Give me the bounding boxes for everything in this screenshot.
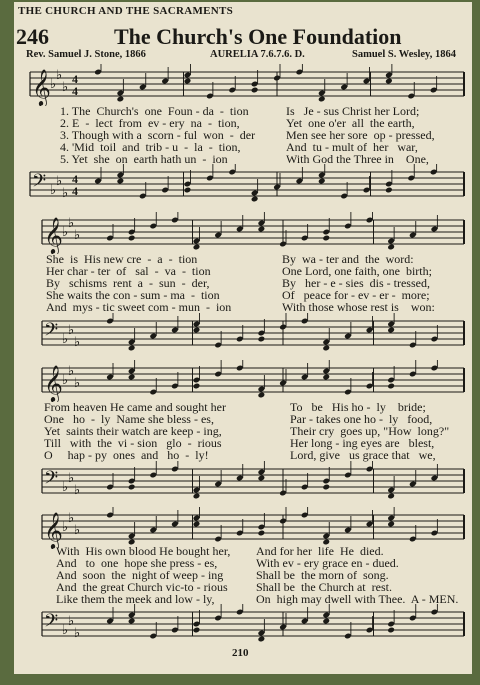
lyric-line: 1. The Church's one Foun - da - tion Is Je - sus Christ her Lord; [60,104,420,118]
lyric-line: Yet saints their watch are keep - ing, Their cry goes up, "How long?" [44,424,450,438]
page-number: 210 [232,647,249,659]
lyric-line: By schisms rent a - sun - der, By her - e - sies dis - tressed, [46,276,430,290]
lyric-line: 3. Though with a scorn - ful won - der Men see her sore op - pressed, [60,128,435,142]
svg-text:4: 4 [72,72,78,86]
running-head: THE CHURCH AND THE SACRAMENTS [18,5,234,17]
lyric-line: 2. E - lect from ev - ery na - tion, Yet one o'er all the earth, [60,116,415,130]
svg-text:♭: ♭ [68,614,75,629]
lyric-line: She waits the con - sum - ma - tion Of peace for - ev - er - more; [46,288,430,302]
lyric-line: O hap - py ones and ho - ly! Lord, give us grace that we, [44,448,436,462]
svg-text:4: 4 [72,84,78,98]
svg-text:♭: ♭ [74,376,81,391]
svg-text:♭: ♭ [74,523,81,538]
treble-staff-3 [14,360,472,402]
treble-staff-4 [14,507,472,549]
svg-text:𝄞: 𝄞 [32,68,51,106]
svg-text:♭: ♭ [62,332,69,347]
svg-text:♭: ♭ [62,80,69,95]
svg-text:♭: ♭ [74,626,81,641]
lyric-line: 4. 'Mid toil and trib - u - la - tion, And tu - mult of her war, [60,140,418,154]
svg-text:𝄢: 𝄢 [44,611,59,636]
svg-text:♭: ♭ [62,623,69,638]
svg-text:♭: ♭ [74,335,81,350]
svg-text:♭: ♭ [62,225,69,240]
bass-staff-3 [14,461,472,503]
svg-text:♭: ♭ [74,483,81,498]
treble-staff-1 [14,64,472,106]
lyric-line: Her char - ter of sal - va - tion One Lord, one faith, one birth; [46,264,432,278]
lyric-line: From heaven He came and sought her To be His ho - ly bride; [44,400,426,414]
bass-staff-4 [14,604,472,646]
svg-text:4: 4 [72,184,78,198]
svg-text:𝄞: 𝄞 [44,364,63,402]
svg-text:♭: ♭ [68,216,75,231]
lyric-line: And soon the night of weep - ing Shall be the morn of song. [56,568,389,582]
treble-staff-2 [14,212,472,254]
svg-text:𝄢: 𝄢 [44,468,59,493]
hymnal-page [14,2,472,674]
svg-text:𝄞: 𝄞 [44,511,63,549]
lyric-line: With His own blood He bought her, And for her life He died. [56,544,384,558]
svg-text:♭: ♭ [62,186,69,201]
svg-text:4: 4 [72,172,78,186]
lyric-line: And the great Church vic-to - rious Shall be the Church at rest. [56,580,392,594]
lyric-line: And mys - tic sweet com - mun - ion With those whose rest is won: [46,300,435,314]
lyric-line: One ho - ly Name she bless - es, Par - takes one ho - ly food, [44,412,433,426]
tune-credit: AURELIA 7.6.7.6. D. [210,49,305,60]
svg-text:♭: ♭ [62,480,69,495]
svg-text:♭: ♭ [56,68,63,83]
svg-text:♭: ♭ [50,77,57,92]
svg-text:♭: ♭ [74,228,81,243]
svg-text:♭: ♭ [68,471,75,486]
bass-staff-2 [14,313,472,355]
lyric-line: She is His new cre - a - tion By wa - ter and the word: [46,252,414,266]
svg-text:♭: ♭ [62,373,69,388]
svg-text:𝄞: 𝄞 [44,216,63,254]
bass-staff-1 [14,164,472,206]
lyric-line: 5. Yet she on earth hath un - ion With God the Three in One, [60,152,429,166]
svg-text:♭: ♭ [56,174,63,189]
hymn-title: The Church's One Foundation [114,24,402,49]
svg-text:𝄢: 𝄢 [44,320,59,345]
lyric-line: Like them the meek and low - ly, On high may dwell with Thee. A - MEN. [56,592,459,606]
lyric-line: And to one hope she press - es, With ev - ery grace en - dued. [56,556,399,570]
author-credit: Rev. Samuel J. Stone, 1866 [26,49,146,60]
svg-text:♭: ♭ [62,520,69,535]
svg-text:♭: ♭ [68,364,75,379]
svg-text:𝄢: 𝄢 [32,171,47,196]
hymn-number: 246 [16,24,49,49]
lyric-line: Till with the vi - sion glo - rious Her long - ing eyes are blest, [44,436,435,450]
svg-text:♭: ♭ [68,323,75,338]
svg-text:♭: ♭ [68,511,75,526]
composer-credit: Samuel S. Wesley, 1864 [352,49,456,60]
svg-text:♭: ♭ [50,183,57,198]
